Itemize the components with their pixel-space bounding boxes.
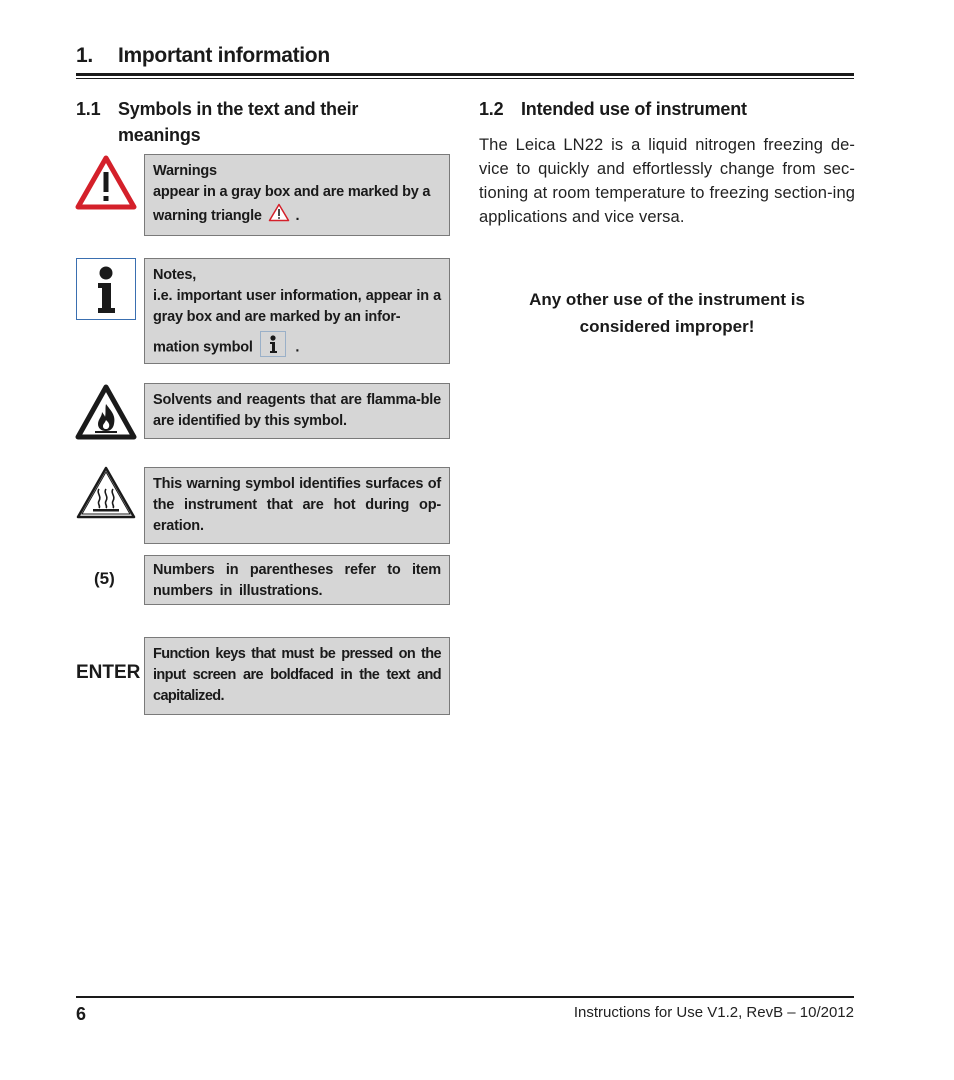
header-rule-thin [76,78,854,79]
warning-box-end: . [295,207,300,224]
info-icon [76,258,136,325]
item-number-example: (5) [94,569,115,588]
flammable-icon [75,384,137,447]
improper-use-notice [479,286,855,340]
note-box-text-b: mation symbol [153,339,253,356]
function-keys-box [144,637,450,715]
chapter-title: Important information [118,44,330,67]
hot-surface-box [144,467,450,544]
small-info-icon [260,331,286,364]
hot-surface-icon [75,465,137,526]
chapter-heading [76,44,330,68]
warning-box-title: Warnings [153,163,217,179]
document-version: Instructions for Use V1.2, RevB – 10/2012 [573,1004,854,1021]
item-numbers-box [144,555,450,605]
section-title: Intended use of instrument [521,99,747,119]
warning-triangle-icon [75,155,137,216]
note-box-text: i.e. important user information, appear in a gray box and are marked by an infor- [153,288,441,325]
section-number: 1.1 [76,99,101,119]
section-title: Symbols in the text and their meanings [118,99,359,145]
small-warning-triangle-icon [268,203,290,229]
warning-box [144,154,450,236]
page-number: 6 [76,1004,87,1024]
flammable-box-text: Solvents and reagents that are flamma-ble are identified by this symbol. [153,392,441,429]
function-key-example: ENTER [76,662,141,683]
function-keys-box-text: Function keys that must be pressed on the input screen are boldfaced in the text and capitalized. [153,646,441,704]
section-1-1-heading [76,96,416,150]
chapter-number: 1. [76,44,93,67]
note-box [144,258,450,364]
note-box-title: Notes, [153,267,197,283]
header-rule-thick [76,73,854,76]
section-number: 1.2 [479,99,504,119]
item-numbers-box-text: Numbers in parentheses refer to item numbers in illustrations. [153,562,441,599]
intended-use-paragraph: The Leica LN22 is a liquid nitrogen freezing de-vice to quickly and effortlessly change from sec-tioning at room temperature to freezing section-ing applications and vice versa. [479,136,855,226]
note-box-end: . [295,339,300,356]
improper-line-1: Any other use of the instrument is [529,290,805,309]
section-1-2-heading [479,96,855,124]
hot-surface-box-text: This warning symbol identifies surfaces of the instrument that are hot during op-eration. [153,476,441,534]
warning-box-text: appear in a gray box and are marked by a warning triangle [153,184,431,224]
flammable-box [144,383,450,439]
footer-rule [76,996,854,998]
improper-line-2: considered improper! [579,317,755,336]
